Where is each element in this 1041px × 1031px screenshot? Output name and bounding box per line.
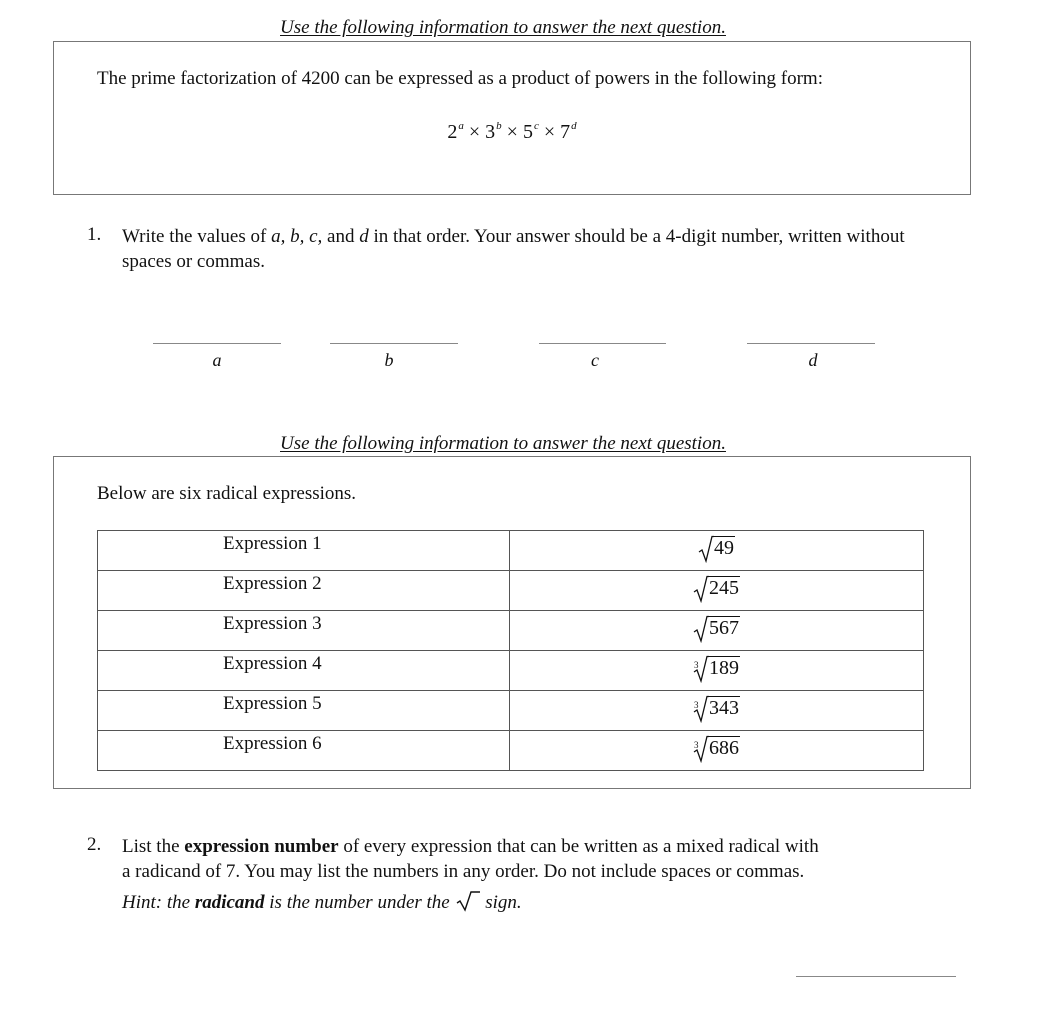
formula-term: 7$^d$: [560, 120, 577, 143]
prime-factorization-formula: [54, 120, 970, 144]
square-root-expression: [693, 577, 740, 599]
expression-value: [510, 731, 924, 771]
square-root-icon: [455, 890, 481, 912]
answer-blank-c[interactable]: [539, 343, 666, 344]
radicand: 343: [709, 697, 739, 719]
radical-expressions-table: [97, 530, 924, 771]
root-index: 3: [694, 660, 699, 670]
info-text-prime-factorization: The prime factorization of 4200 can be expressed as a product of powers in the following form:: [97, 68, 823, 89]
answer-blank-a[interactable]: [153, 343, 281, 344]
root-index: 3: [694, 740, 699, 750]
times-symbol: ×: [506, 121, 518, 143]
expression-label: Expression 4: [98, 651, 510, 691]
expression-label: Expression 2: [98, 571, 510, 611]
blank-label-c: c: [591, 350, 599, 370]
blank-label-b: b: [384, 350, 394, 370]
answer-blank-b[interactable]: [330, 343, 458, 344]
times-symbol: ×: [543, 121, 556, 143]
radicand: 49: [714, 537, 734, 559]
table-row: [98, 531, 924, 571]
square-root-sign-icon: [698, 535, 714, 563]
cube-root-expression: [693, 657, 740, 679]
root-index: 3: [694, 700, 699, 710]
info-heading-2: Use the following information to answer the next question.: [280, 433, 726, 454]
square-root-sign-icon: [693, 575, 709, 603]
formula-term: 5$^c$: [522, 120, 539, 143]
info-box-prime-factorization: [53, 41, 971, 195]
info-box-radical-expressions: [53, 456, 971, 789]
expression-label: Expression 1: [98, 531, 510, 571]
question-1-text: Write the values of a, b, c, and d in that order. Your answer should be a 4-digit number, written without spaces or commas.: [122, 226, 905, 272]
question-2-line-1: List the expression number of every expression that can be written as a mixed radical with: [122, 836, 819, 857]
expression-label: Expression 3: [98, 611, 510, 651]
question-1-number: 1.: [87, 224, 102, 245]
cube-root-expression: [693, 737, 740, 759]
square-root-sign-icon: [693, 615, 709, 643]
radicand: 686: [709, 737, 739, 759]
blank-label-a: a: [212, 350, 222, 370]
radicand: 567: [709, 617, 739, 639]
info-heading-1: Use the following information to answer the next question.: [280, 17, 726, 38]
question-2-number: 2.: [87, 834, 102, 855]
table-row: [98, 611, 924, 651]
cube-root-expression: [693, 697, 740, 719]
question-2-hint: Hint: the radicand is the number under the sign.: [122, 892, 522, 913]
expression-value: [510, 611, 924, 651]
square-root-expression: [698, 537, 735, 559]
answer-blank-question-2[interactable]: [796, 976, 956, 977]
table-row: [98, 651, 924, 691]
answer-blank-d[interactable]: [747, 343, 875, 344]
table-row: [98, 691, 924, 731]
times-symbol: ×: [468, 121, 481, 143]
expression-value: [510, 571, 924, 611]
expression-label: Expression 6: [98, 731, 510, 771]
expression-value: [510, 691, 924, 731]
table-row: [98, 571, 924, 611]
blank-label-d: d: [808, 350, 818, 370]
formula-term: 3$^b$: [485, 120, 502, 143]
question-2-text: [122, 834, 922, 915]
radicand: 189: [709, 657, 739, 679]
question-2-line-2: a radicand of 7. You may list the numbers in any order. Do not include spaces or commas.: [122, 861, 805, 882]
formula-term: 2$^a$: [447, 120, 464, 143]
square-root-expression: [693, 617, 740, 639]
info-text-radical-expressions: Below are six radical expressions.: [97, 483, 357, 504]
radicand: 245: [709, 577, 739, 599]
expression-label: Expression 5: [98, 691, 510, 731]
expression-value: [510, 531, 924, 571]
table-row: [98, 731, 924, 771]
expression-value: [510, 651, 924, 691]
